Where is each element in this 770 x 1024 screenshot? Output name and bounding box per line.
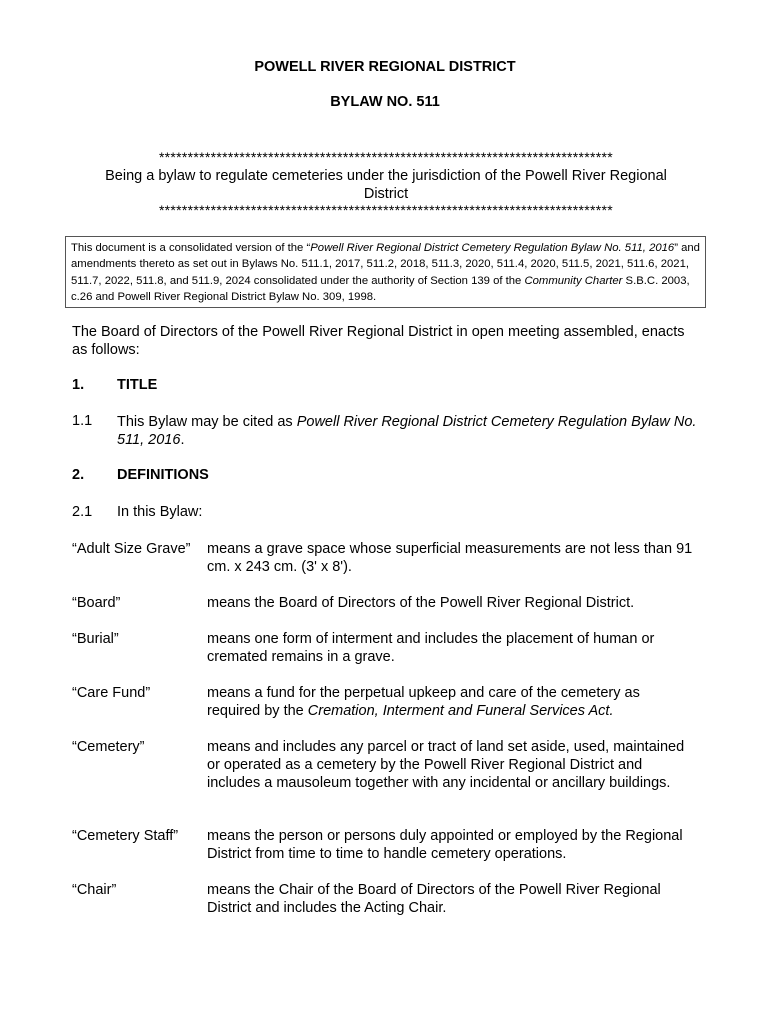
consolidation-bylaw-name: Powell River Regional District Cemetery Regulation Bylaw No. 511, 2016 [310, 242, 675, 254]
section-2-1-number: 2.1 [72, 504, 93, 520]
section-2-1-text: In this Bylaw: [117, 504, 203, 520]
section-1-1-number: 1.1 [72, 413, 93, 429]
section-1-1-text [117, 413, 697, 449]
citation-bylaw-name: Powell River Regional District Cemetery Regulation Bylaw No. 511, 2016 [117, 414, 697, 448]
definition-text: means the person or persons duly appointed or employed by the Regional District from time to time to handle cemetery operations. [207, 828, 683, 862]
star-divider-top: ******************************************************************************* [158, 150, 614, 164]
care-fund-text: means a fund for the perpetual upkeep and care of the cemetery as required by the [207, 685, 640, 719]
definition-term: “Chair” [72, 882, 117, 898]
consolidation-notice [65, 236, 706, 308]
star-divider-bottom: ******************************************************************************* [158, 203, 614, 217]
definition-term: “Adult Size Grave” [72, 541, 191, 557]
section-2-heading: DEFINITIONS [117, 467, 209, 483]
definition-text [207, 684, 697, 720]
definition-term: “Cemetery Staff” [72, 828, 179, 844]
consolidation-text-1: This document is a consolidated version of the “ [71, 242, 311, 254]
definition-term: “Burial” [72, 631, 119, 647]
definition-text: means a grave space whose superficial measurements are not less than 91 cm. x 243 cm. (3' x 8'). [207, 541, 693, 575]
citation-text: This Bylaw may be cited as [117, 414, 297, 430]
section-1-number: 1. [72, 377, 85, 393]
consolidation-text-3: S.B.C. 2003, c.26 and Powell River Regional District Bylaw No. 309, 1998. [71, 274, 690, 303]
section-1-heading: TITLE [117, 377, 158, 393]
enacting-clause: The Board of Directors of the Powell River Regional District in open meeting assembled, enacts as follows: [72, 324, 685, 358]
definition-term: “Board” [72, 595, 121, 611]
citation-period: . [180, 432, 185, 448]
definition-text: means the Board of Directors of the Powell River Regional District. [207, 595, 635, 611]
care-fund-act-name: Cremation, Interment and Funeral Services Act. [307, 703, 614, 719]
document-subtitle: Being a bylaw to regulate cemeteries under the jurisdiction of the Powell River Regional District [105, 168, 667, 202]
definition-term: “Cemetery” [72, 739, 145, 755]
bylaw-number: BYLAW NO. 511 [330, 94, 440, 110]
definition-text: means the Chair of the Board of Directors of the Powell River Regional District and includes the Acting Chair. [207, 882, 661, 916]
section-2-number: 2. [72, 467, 85, 483]
document-title: POWELL RIVER REGIONAL DISTRICT [254, 59, 516, 75]
definition-text: means one form of interment and includes the placement of human or cremated remains in a grave. [207, 631, 655, 665]
consolidation-text-2: ” and amendments thereto as set out in Bylaws No. 511.1, 2017, 511.2, 2018, 511.3, 2020, 511.4, 2020, 511.5, 2021, 511.6, 2021, 511.7, 2022, 511.8, and 511.9, 2024 consolidated under the authority of Section 139 of the [71, 242, 700, 287]
definition-term: “Care Fund” [72, 685, 151, 701]
definition-text: means and includes any parcel or tract of land set aside, used, maintained or operated as a cemetery by the Powell River Regional District and includes a mausoleum together with any incidental or ancillary buildings. [207, 739, 685, 791]
consolidation-act-name: Community Charter [524, 274, 623, 287]
